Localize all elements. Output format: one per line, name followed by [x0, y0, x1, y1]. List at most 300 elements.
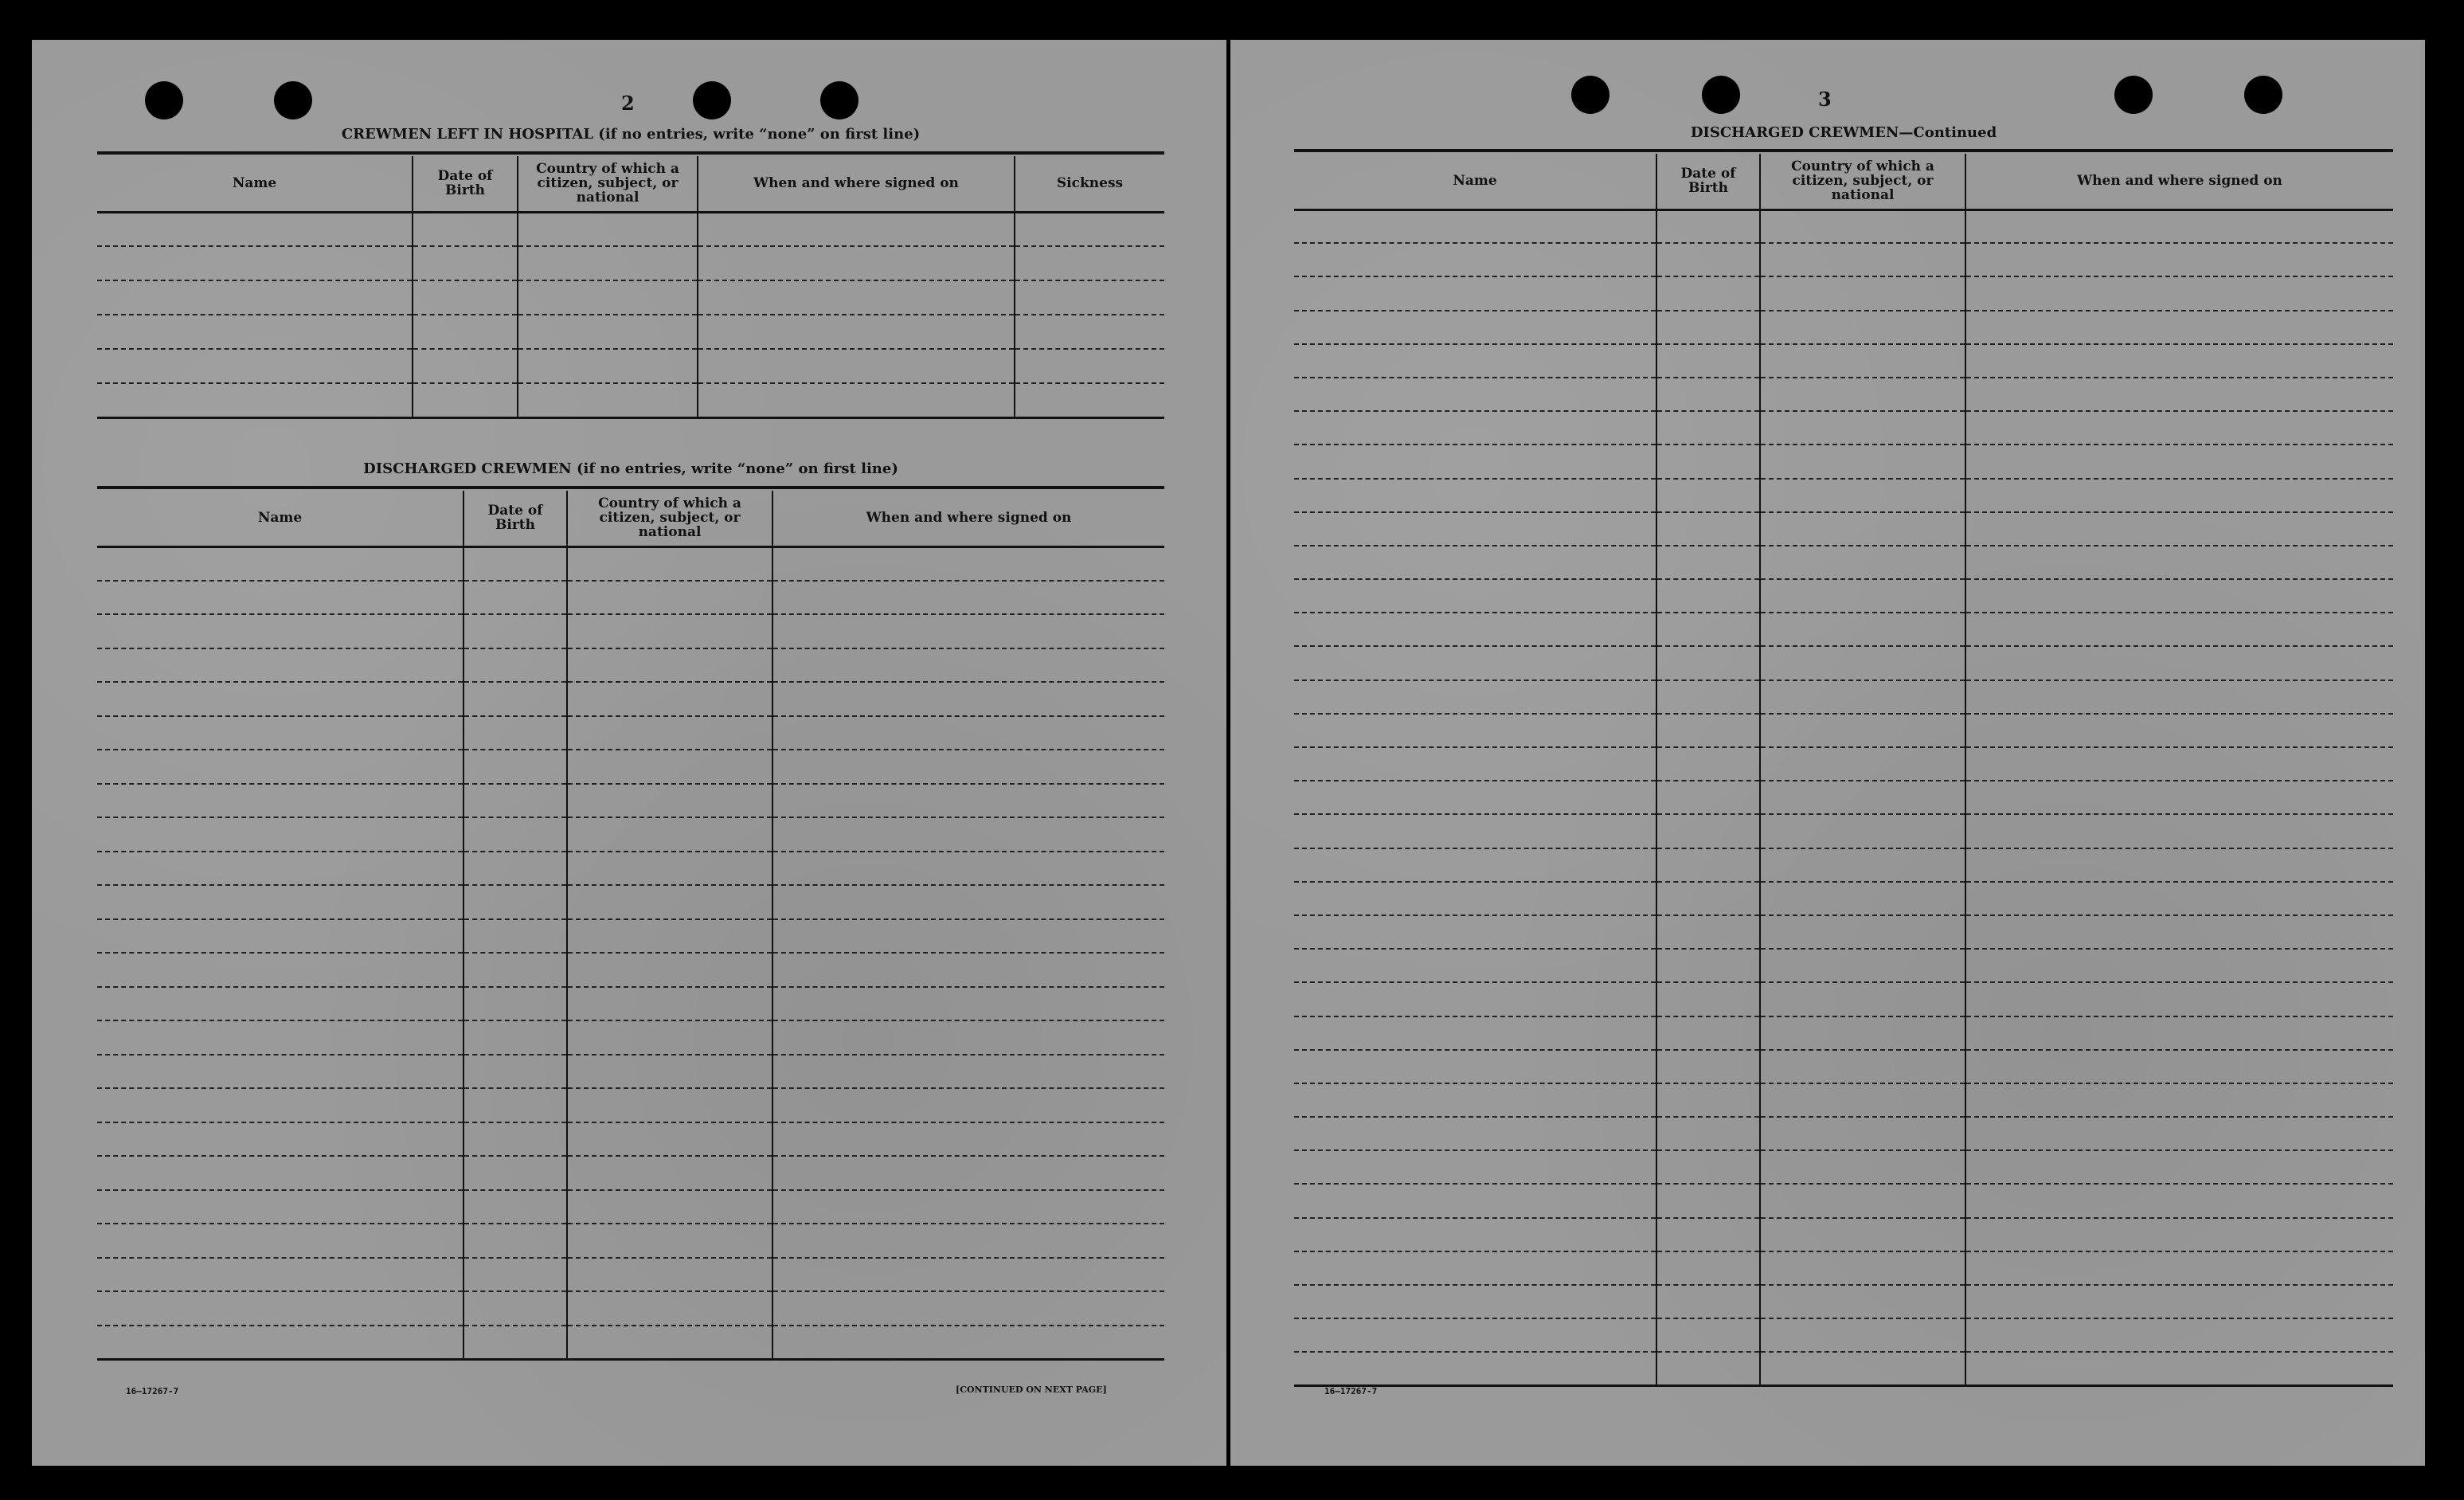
table-cell [1760, 1318, 1965, 1352]
table-cell [97, 349, 413, 383]
table-cell [772, 885, 1164, 919]
table-cell [1760, 445, 1965, 478]
table-cell [413, 280, 518, 315]
column-header-country: Country of which a citizen, subject, or national [518, 156, 698, 212]
table-cell [463, 852, 567, 886]
table-cell [1965, 512, 2393, 546]
table-row [1294, 747, 2393, 781]
table-cell [1965, 1318, 2393, 1352]
table-cell [1294, 1184, 1656, 1217]
table-cell [1965, 1050, 2393, 1083]
table-cell [1760, 243, 1965, 276]
table-cell [1965, 1117, 2393, 1150]
table-cell [463, 1088, 567, 1122]
table-cell [567, 953, 772, 987]
table-row [1294, 714, 2393, 747]
table-row [1294, 982, 2393, 1016]
table-cell [567, 885, 772, 919]
table-cell [1760, 210, 1965, 243]
table-cell [567, 716, 772, 750]
table-cell [1294, 512, 1656, 546]
table-cell [1760, 814, 1965, 848]
table-cell [97, 648, 463, 683]
table-cell [463, 1190, 567, 1224]
table-cell [567, 852, 772, 886]
table-cell [1294, 848, 1656, 882]
table-cell [97, 852, 463, 886]
table-cell [1656, 848, 1760, 882]
table-cell [698, 315, 1015, 349]
table-cell [1760, 311, 1965, 344]
table-cell [1760, 1050, 1965, 1083]
table-cell [772, 1291, 1164, 1326]
punch-hole [145, 81, 183, 119]
column-header-signed-on: When and where signed on [1965, 154, 2393, 210]
table-cell [1294, 546, 1656, 579]
table-row [1294, 949, 2393, 982]
table-cell [1965, 243, 2393, 276]
table-cell [463, 546, 567, 581]
column-header-date-of-birth: Date of Birth [463, 491, 567, 546]
table-cell [463, 1326, 567, 1360]
table-cell [1760, 378, 1965, 411]
table-cell [567, 1326, 772, 1360]
table-cell [97, 1156, 463, 1190]
table-cell [772, 1020, 1164, 1055]
table-cell [1656, 1218, 1760, 1251]
table-cell [1760, 1285, 1965, 1318]
table-cell [1965, 848, 2393, 882]
table-cell [772, 1055, 1164, 1089]
table-cell [97, 546, 463, 581]
table-row [97, 315, 1164, 349]
column-header-name: Name [97, 156, 413, 212]
table-cell [97, 1020, 463, 1055]
table-cell [413, 349, 518, 383]
section-rule [97, 486, 1164, 489]
table-cell [1965, 210, 2393, 243]
table-cell [1015, 349, 1164, 383]
table-row [1294, 445, 2393, 478]
table-cell [463, 581, 567, 615]
table-cell [567, 817, 772, 852]
table-row [1294, 311, 2393, 344]
table-cell [1760, 1083, 1965, 1117]
table-cell [1760, 1251, 1965, 1285]
table-cell [772, 750, 1164, 784]
table-cell [772, 1326, 1164, 1360]
table-row [1294, 411, 2393, 445]
punch-hole [820, 81, 858, 119]
right-page [1230, 40, 2425, 1466]
table-cell [772, 987, 1164, 1021]
table-row [1294, 1285, 2393, 1318]
table-cell [1656, 949, 1760, 982]
table-cell [1656, 411, 1760, 445]
table-row [1294, 378, 2393, 411]
table-cell [97, 682, 463, 716]
table-cell [1965, 1083, 2393, 1117]
table-cell [1294, 613, 1656, 646]
table-row [1294, 915, 2393, 949]
table-cell [1294, 1285, 1656, 1318]
table-cell [1760, 982, 1965, 1016]
table-row [1294, 781, 2393, 814]
table-cell [1965, 1150, 2393, 1184]
table-cell [1965, 915, 2393, 949]
table-cell [1965, 1016, 2393, 1050]
table-cell [1294, 243, 1656, 276]
table-cell [1760, 1150, 1965, 1184]
table-row [1294, 814, 2393, 848]
table-cell [1760, 579, 1965, 613]
table-cell [1294, 344, 1656, 378]
table-cell [1965, 982, 2393, 1016]
table-cell [1656, 982, 1760, 1016]
table-cell [518, 349, 698, 383]
punch-hole [693, 81, 731, 119]
table-cell [1656, 546, 1760, 579]
table-cell [1656, 882, 1760, 915]
table-row [1294, 344, 2393, 378]
section-rule [1294, 149, 2393, 152]
table-cell [97, 953, 463, 987]
table-cell [1965, 680, 2393, 714]
table-row [97, 648, 1164, 683]
table-row [97, 546, 1164, 581]
table-cell [1656, 311, 1760, 344]
table-cell [518, 315, 698, 349]
table-cell [1294, 781, 1656, 814]
table-cell [1965, 344, 2393, 378]
table-cell [1294, 747, 1656, 781]
table-cell [97, 246, 413, 280]
table-cell [463, 987, 567, 1021]
table-cell [1760, 915, 1965, 949]
table-cell [1294, 411, 1656, 445]
table-row [97, 614, 1164, 648]
table-cell [1656, 781, 1760, 814]
table-cell [518, 280, 698, 315]
table-cell [97, 1326, 463, 1360]
table-cell [567, 682, 772, 716]
table-cell [463, 784, 567, 818]
table-cell [1965, 814, 2393, 848]
table-cell [1656, 378, 1760, 411]
table-row [97, 1020, 1164, 1055]
table-cell [1760, 479, 1965, 512]
table-row [1294, 1184, 2393, 1217]
table-cell [1656, 1050, 1760, 1083]
table-cell [463, 750, 567, 784]
table-cell [772, 546, 1164, 581]
table-cell [463, 817, 567, 852]
table-cell [698, 280, 1015, 315]
table-cell [1965, 882, 2393, 915]
table-cell [772, 682, 1164, 716]
table-row [1294, 848, 2393, 882]
table-cell [1965, 949, 2393, 982]
table-cell [772, 648, 1164, 683]
table-row [1294, 1083, 2393, 1117]
table-cell [1294, 1083, 1656, 1117]
table-cell [1656, 714, 1760, 747]
table-row [97, 716, 1164, 750]
table-cell [97, 315, 413, 349]
table-cell [1760, 882, 1965, 915]
table-cell [1965, 747, 2393, 781]
table-cell [1965, 311, 2393, 344]
table-cell [1656, 1251, 1760, 1285]
column-header-signed-on: When and where signed on [772, 491, 1164, 546]
table-row [97, 817, 1164, 852]
table-cell [1656, 243, 1760, 276]
table-cell [1294, 915, 1656, 949]
discharged-table [97, 491, 1164, 1361]
table-cell [567, 581, 772, 615]
table-cell [413, 246, 518, 280]
table-cell [772, 1258, 1164, 1292]
table-cell [1656, 512, 1760, 546]
table-cell [97, 1122, 463, 1157]
table-cell [1965, 479, 2393, 512]
table-row [97, 383, 1164, 417]
hospital-table-body [97, 212, 1164, 417]
table-row [97, 1258, 1164, 1292]
table-cell [97, 784, 463, 818]
column-header-sickness: Sickness [1015, 156, 1164, 212]
table-row [1294, 646, 2393, 680]
table-cell [1294, 714, 1656, 747]
table-cell [772, 581, 1164, 615]
table-cell [567, 750, 772, 784]
table-cell [772, 817, 1164, 852]
table-cell [1656, 1016, 1760, 1050]
table-cell [413, 383, 518, 417]
table-cell [518, 212, 698, 246]
table-cell [1656, 1318, 1760, 1352]
table-cell [1294, 882, 1656, 915]
table-cell [1965, 1285, 2393, 1318]
table-cell [97, 1088, 463, 1122]
table-cell [97, 1190, 463, 1224]
table-cell [772, 716, 1164, 750]
table-cell [772, 614, 1164, 648]
table-cell [698, 383, 1015, 417]
table-cell [1760, 848, 1965, 882]
table-cell [698, 349, 1015, 383]
table-row [97, 987, 1164, 1021]
column-header-date-of-birth: Date of Birth [1656, 154, 1760, 210]
table-cell [463, 1224, 567, 1258]
table-cell [1294, 1016, 1656, 1050]
table-row [1294, 1318, 2393, 1352]
table-cell [463, 1258, 567, 1292]
table-cell [772, 919, 1164, 954]
table-cell [1294, 1117, 1656, 1150]
table-cell [1294, 1150, 1656, 1184]
table-cell [97, 987, 463, 1021]
table-cell [1294, 949, 1656, 982]
table-cell [1294, 1218, 1656, 1251]
table-row [97, 750, 1164, 784]
table-cell [772, 1224, 1164, 1258]
table-cell [1294, 814, 1656, 848]
table-cell [97, 919, 463, 954]
table-cell [1656, 579, 1760, 613]
table-cell [1294, 1352, 1656, 1385]
table-cell [463, 1122, 567, 1157]
table-cell [97, 1258, 463, 1292]
table-row [97, 953, 1164, 987]
column-header-name: Name [97, 491, 463, 546]
table-cell [463, 716, 567, 750]
table-row [97, 349, 1164, 383]
table-cell [1656, 915, 1760, 949]
table-cell [772, 1088, 1164, 1122]
form-code: 16—17267-7 [126, 1386, 179, 1396]
table-cell [1965, 1352, 2393, 1385]
table-cell [1656, 1150, 1760, 1184]
table-cell [567, 1020, 772, 1055]
table-row [1294, 1251, 2393, 1285]
hospital-section-title: CREWMEN LEFT IN HOSPITAL (if no entries, write “none” on first line) [341, 126, 921, 143]
table-cell [1760, 747, 1965, 781]
table-cell [1760, 714, 1965, 747]
table-cell [1015, 383, 1164, 417]
table-row [1294, 243, 2393, 276]
table-cell [97, 614, 463, 648]
table-row [97, 885, 1164, 919]
table-row [1294, 1016, 2393, 1050]
table-row [1294, 276, 2393, 310]
table-cell [1965, 613, 2393, 646]
table-cell [97, 817, 463, 852]
column-header-country: Country of which a citizen, subject, or national [1760, 154, 1965, 210]
column-header-country: Country of which a citizen, subject, or national [567, 491, 772, 546]
table-row [1294, 882, 2393, 915]
table-cell [463, 1055, 567, 1089]
table-cell [772, 784, 1164, 818]
punch-hole [2244, 76, 2282, 114]
table-row [1294, 546, 2393, 579]
table-cell [1656, 1083, 1760, 1117]
table-cell [97, 885, 463, 919]
table-cell [567, 614, 772, 648]
table-cell [567, 1156, 772, 1190]
table-cell [1656, 646, 1760, 680]
table-cell [698, 246, 1015, 280]
table-cell [772, 1190, 1164, 1224]
table-cell [97, 1224, 463, 1258]
table-row [97, 212, 1164, 246]
left-page [32, 40, 1226, 1466]
table-cell [1965, 1184, 2393, 1217]
table-row [97, 1291, 1164, 1326]
table-cell [1965, 378, 2393, 411]
table-cell [698, 212, 1015, 246]
table-row [1294, 210, 2393, 243]
table-cell [1760, 949, 1965, 982]
discharged-continued-table [1294, 154, 2393, 1387]
form-code: 16—17267-7 [1324, 1386, 1378, 1396]
table-cell [1760, 1352, 1965, 1385]
table-cell [567, 1258, 772, 1292]
table-cell [1760, 1117, 1965, 1150]
table-cell [1656, 1285, 1760, 1318]
table-cell [1965, 714, 2393, 747]
table-cell [1656, 814, 1760, 848]
table-row [97, 1055, 1164, 1089]
table-cell [97, 716, 463, 750]
table-cell [1965, 1218, 2393, 1251]
punch-hole [1702, 76, 1740, 114]
table-cell [1760, 411, 1965, 445]
page-number: 2 [621, 92, 635, 115]
table-cell [772, 953, 1164, 987]
continued-note: [CONTINUED ON NEXT PAGE] [956, 1384, 1107, 1395]
table-cell [463, 953, 567, 987]
table-cell [1294, 579, 1656, 613]
table-row [97, 1122, 1164, 1157]
table-cell [567, 1055, 772, 1089]
table-cell [772, 852, 1164, 886]
table-cell [1965, 276, 2393, 310]
table-row [1294, 479, 2393, 512]
table-cell [1294, 680, 1656, 714]
table-cell [97, 1055, 463, 1089]
hospital-table [97, 156, 1164, 419]
table-row [97, 1190, 1164, 1224]
table-row [1294, 613, 2393, 646]
table-cell [567, 1088, 772, 1122]
table-cell [1294, 311, 1656, 344]
table-row [97, 1088, 1164, 1122]
table-cell [1294, 210, 1656, 243]
table-row [1294, 1050, 2393, 1083]
table-cell [1656, 1117, 1760, 1150]
table-cell [1760, 613, 1965, 646]
table-row [1294, 1218, 2393, 1251]
table-cell [97, 1291, 463, 1326]
table-cell [1965, 579, 2393, 613]
table-cell [1294, 1050, 1656, 1083]
table-cell [1294, 1251, 1656, 1285]
table-cell [772, 1122, 1164, 1157]
table-cell [97, 750, 463, 784]
table-cell [1760, 646, 1965, 680]
table-cell [1965, 1251, 2393, 1285]
table-cell [1760, 680, 1965, 714]
discharged-continued-table-body [1294, 210, 2393, 1386]
column-header-date-of-birth: Date of Birth [413, 156, 518, 212]
table-cell [463, 885, 567, 919]
table-row [97, 852, 1164, 886]
table-row [97, 682, 1164, 716]
table-cell [1015, 246, 1164, 280]
table-cell [567, 546, 772, 581]
table-cell [1294, 982, 1656, 1016]
table-cell [1760, 512, 1965, 546]
table-cell [1656, 210, 1760, 243]
punch-hole [274, 81, 312, 119]
table-cell [1760, 1184, 1965, 1217]
table-cell [97, 383, 413, 417]
table-row [1294, 680, 2393, 714]
table-cell [1656, 276, 1760, 310]
table-cell [1294, 1318, 1656, 1352]
table-cell [567, 784, 772, 818]
